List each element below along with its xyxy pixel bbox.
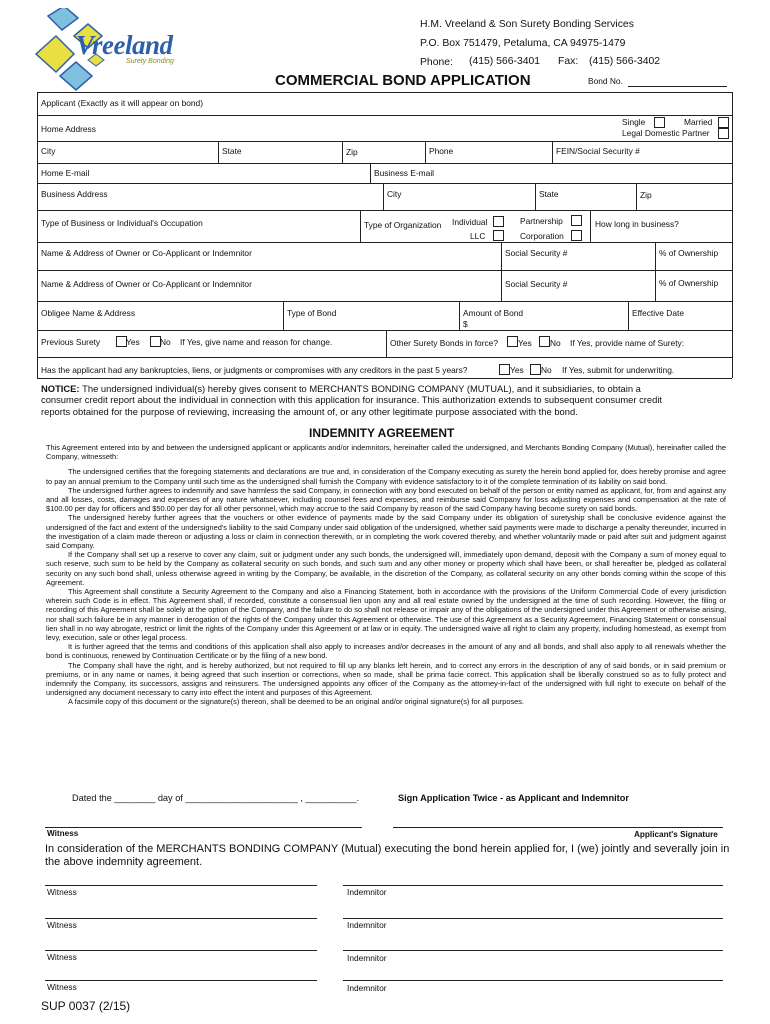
indemnitor-label-2: Indemnitor (347, 920, 387, 930)
llc-checkbox[interactable] (493, 230, 504, 241)
notice-line-2: consumer credit report about the individual in connection with this application for insurance. This authorization extends to subsequent consumer credit (41, 394, 663, 406)
fax-number: (415) 566-3402 (589, 56, 661, 67)
previous-surety-no-label: No (160, 337, 171, 347)
witness-line-1[interactable] (45, 885, 317, 886)
form-code: SUP 0037 (2/15) (41, 999, 131, 1013)
owner1-label: Name & Address of Owner or Co-Applicant or Indemnitor (41, 248, 252, 258)
previous-surety-yes-label: Yes (126, 337, 140, 347)
fax-label: Fax: (558, 56, 579, 67)
witness-main-label: Witness (47, 829, 79, 838)
agreement-paragraph: The undersigned further agrees to indemnify and save harmless the said Company, in connection with any bond executed on behalf of the person or entity named as applicant, for, from and against any and all losses, costs, damages and expenses of any nature whatsoever, including counsel fees and expenses, and reimburse said Company for loss adjusting expenses and compensation at the rate of $100.00 per day for officers and $50.00 per day for all other personnel, which may accrue to the said Company by reason of the said Company having become surety on said bonds. (46, 485, 726, 514)
witness-label-3: Witness (47, 952, 77, 962)
applicant-signature-line[interactable] (393, 827, 723, 828)
indemnitor-line-1[interactable] (343, 885, 723, 886)
agreement-paragraph: The undersigned hereby further agrees that the vouchers or other evidence of payments made by the said Company under its obligation of suretyship shall be conclusive evidence against the undersigned of the fact and extent of the undersigned's liability to the said Company under said obligation of the undersigned, whether said payments were made to discharge a penalty thereunder, incurred in the investigation of a claim made thereon or adjusting a loss or claim in connection therewith, or in completing the work covered thereby, and whether voluntarily made or paid after suit and judgment against said Company. (46, 513, 726, 551)
business-email-label: Business E-mail (374, 168, 435, 178)
applicant-label: Applicant (Exactly as it will appear on bond) (41, 98, 203, 108)
bankruptcy-submit-note: If Yes, submit for underwriting. (562, 365, 675, 375)
dated-line[interactable]: Dated the ________ day of ______________________ , __________. (72, 793, 360, 803)
phone-label: Phone: (420, 57, 453, 68)
city-label: City (41, 146, 56, 156)
sign-twice-note: Sign Application Twice - as Applicant and Indemnitor (398, 793, 629, 803)
indemnitor-line-4[interactable] (343, 980, 723, 981)
other-bonds-yes-checkbox[interactable] (507, 336, 518, 347)
witness-line-3[interactable] (45, 950, 317, 951)
indemnitor-line-3[interactable] (343, 950, 723, 951)
single-label: Single (622, 117, 646, 127)
partnership-checkbox[interactable] (571, 215, 582, 226)
witness-signature-line[interactable] (45, 827, 362, 828)
zip-label: Zip (346, 147, 358, 157)
business-state-label: State (539, 189, 559, 199)
agreement-paragraph: This Agreement entered into by and between the undersigned applicant or applicants and/or indemnitors, hereinafter called the undersigned, and Merchants Bonding Company (Mutual), hereinafter called the Company, witnesseth: (46, 443, 726, 462)
fein-label: FEIN/Social Security # (556, 146, 640, 156)
individual-checkbox[interactable] (493, 216, 504, 227)
witness-label-4: Witness (47, 982, 77, 992)
company-logo (34, 8, 194, 96)
amount-bond-label: Amount of Bond (463, 308, 524, 318)
bankruptcy-no-checkbox[interactable] (530, 364, 541, 375)
phone-number: (415) 566-3401 (469, 56, 541, 67)
other-bonds-surety: If Yes, provide name of Surety: (570, 338, 685, 348)
witness-label-1: Witness (47, 887, 77, 897)
owner2-ownership-label: % of Ownership (659, 278, 719, 288)
llc-label: LLC (470, 231, 486, 241)
agreement-paragraph: The Company shall have the right, and is hereby authorized, but not required to fill up any blanks left herein, and to correct any errors in the description of any of said bonds, or in said premium or premiums, or in any name or names, it being agreed that such insertion or corrections, when so made, shall be prima facie correct. This application shall be liberally construed so as to fully protect and indemnify the Company, its successors, assigns and reinsurers. The undersigned appoints any officer of the Company as the attorney-in-fact of the undersigned with full right to execute on behalf of the undersigned any document necessary to carry into effect the intent and purposes of this Agreement. (46, 660, 726, 698)
owner2-label: Name & Address of Owner or Co-Applicant or Indemnitor (41, 279, 252, 289)
owner1-ownership-label: % of Ownership (659, 248, 719, 258)
bankruptcy-no-label: No (541, 365, 552, 375)
agreement-paragraph: The undersigned certifies that the foregoing statements and declarations are true and, in consideration of the Company executing as surety the herein bond applied for, does hereby promise and agree to pay an annual premium to the Company until such time as the undersigned shall furnish the Company with evidence satisfactory to it of the complete termination of its liability on said bond. (46, 467, 726, 486)
legal-domestic-label: Legal Domestic Partner (622, 128, 710, 138)
bankruptcy-label: Has the applicant had any bankruptcies, liens, or judgments or compromises with any creditors in the past 5 years? (41, 365, 468, 375)
other-bonds-label: Other Surety Bonds in force? (390, 338, 498, 348)
page-title: COMMERCIAL BOND APPLICATION (275, 72, 531, 89)
how-long-label: How long in business? (595, 219, 679, 229)
notice-line-3: reports obtained for the purpose of reviewing, increasing the amount of, or any other legitimate purpose associated with the bond. (41, 405, 578, 417)
partnership-label: Partnership (520, 216, 563, 226)
agreement-body (46, 443, 726, 707)
agreement-paragraph: A facsimile copy of this document or the signature(s) thereon, shall be deemed to be an original and/or original signature(s) for all purposes. (68, 697, 525, 707)
logo-tagline: Surety Bonding (126, 58, 174, 65)
married-checkbox[interactable] (718, 117, 729, 128)
agreement-paragraph: This Agreement shall constitute a Security Agreement to the Company and also a Financing Statement, both in accordance with the provisions of the Uniform Commercial Code of every jurisdiction wherein such Code is in effect. This Agreement shall, if recorded, constitute a consensual lien upon any and all real estate owned by the undersigned at the time of such recording. However, the filing or recording of this Agreement shall be solely at the option of the Company, and the failure to do so shall not release or impair any of the obligations of the undersigned under this Agreement or otherwise arising, nor shall such failure be in any manner in derogation of the rights of the Company under this Agreement or otherwise. The use of this Agreement as a Security Agreement, Financing Statement or consensual lien shall in no way abrogate, restrict or limit the rights of the Company under this Agreement or at law or in equity. The undersigned waive all right to claim any property, including homestead, as exempt from levy, execution, sale or other legal process. (46, 587, 726, 643)
type-bond-label: Type of Bond (287, 308, 337, 318)
bond-no-label: Bond No. (588, 76, 623, 86)
indemnitor-label-3: Indemnitor (347, 953, 387, 963)
witness-label-2: Witness (47, 920, 77, 930)
witness-line-2[interactable] (45, 918, 317, 919)
type-org-label: Type of Organization (364, 220, 442, 230)
witness-line-4[interactable] (45, 980, 317, 981)
home-address-label: Home Address (41, 124, 96, 134)
company-address: P.O. Box 751479, Petaluma, CA 94975-1479 (420, 38, 626, 49)
company-name: H.M. Vreeland & Son Surety Bonding Services (420, 19, 634, 30)
amount-dollar-sign: $ (463, 319, 468, 329)
bankruptcy-yes-label: Yes (510, 365, 524, 375)
individual-label: Individual (452, 217, 488, 227)
indemnitor-line-2[interactable] (343, 918, 723, 919)
agreement-title: INDEMNITY AGREEMENT (309, 426, 455, 440)
other-bonds-yes-label: Yes (518, 338, 532, 348)
owner2-ssn-label: Social Security # (505, 279, 568, 289)
logo-name: Vreeland (76, 30, 173, 60)
owner1-ssn-label: Social Security # (505, 248, 568, 258)
notice-block (41, 383, 731, 417)
type-business-label: Type of Business or Individual's Occupation (41, 218, 203, 228)
obligee-label: Obligee Name & Address (41, 308, 136, 318)
business-address-label: Business Address (41, 189, 108, 199)
previous-surety-reason: If Yes, give name and reason for change. (180, 337, 333, 347)
business-city-label: City (387, 189, 402, 199)
corporation-checkbox[interactable] (571, 230, 582, 241)
previous-surety-label: Previous Surety (41, 337, 101, 347)
business-zip-label: Zip (640, 190, 652, 200)
notice-line-1: The undersigned individual(s) hereby gives consent to MERCHANTS BONDING COMPANY (MUTUAL), and it subsidiaries, to obtain a (82, 383, 641, 394)
other-bonds-no-label: No (550, 338, 561, 348)
corporation-label: Corporation (520, 231, 564, 241)
effective-date-label: Effective Date (632, 308, 684, 318)
indemnitor-label-1: Indemnitor (347, 887, 387, 897)
applicant-signature-label: Applicant's Signature (634, 830, 718, 839)
agreement-paragraph: It is further agreed that the terms and conditions of this application shall also apply to increases and/or decreases in the amount of any and all bonds, and shall also apply to all renewals whether the bond is continuous, renewed by Continuation Certificate or by the filing of a new bond. (46, 642, 726, 661)
phone-field-label: Phone (429, 146, 454, 156)
married-label: Married (684, 117, 713, 127)
agreement-paragraph: If the Company shall set up a reserve to cover any claim, suit or judgment under any such bonds, the undersigned will, immediately upon demand, deposit with the Company a sum of money equal to such reserve, such sum to be held by the Company as collateral security on such bonds, and such sum and any other money or property which shall have been, or shall hereafter be, pledged as collateral security on any such bond shall, unless otherwise agreed in writing by the Company, be available, in the discretion of the Company, as collateral security on any other bonds coming within the scope of this Agreement. (46, 550, 726, 587)
consideration-text: In consideration of the MERCHANTS BONDING COMPANY (Mutual) executing the bond herein applied for, I (we) jointly and severally join in the above indemnity agreement. (45, 843, 730, 868)
bankruptcy-yes-checkbox[interactable] (499, 364, 510, 375)
legal-domestic-checkbox[interactable] (718, 128, 729, 139)
single-checkbox[interactable] (654, 117, 665, 128)
notice-label: NOTICE: (41, 383, 80, 394)
other-bonds-no-checkbox[interactable] (539, 336, 550, 347)
home-email-label: Home E-mail (41, 168, 90, 178)
state-label: State (222, 146, 242, 156)
indemnitor-label-4: Indemnitor (347, 983, 387, 993)
